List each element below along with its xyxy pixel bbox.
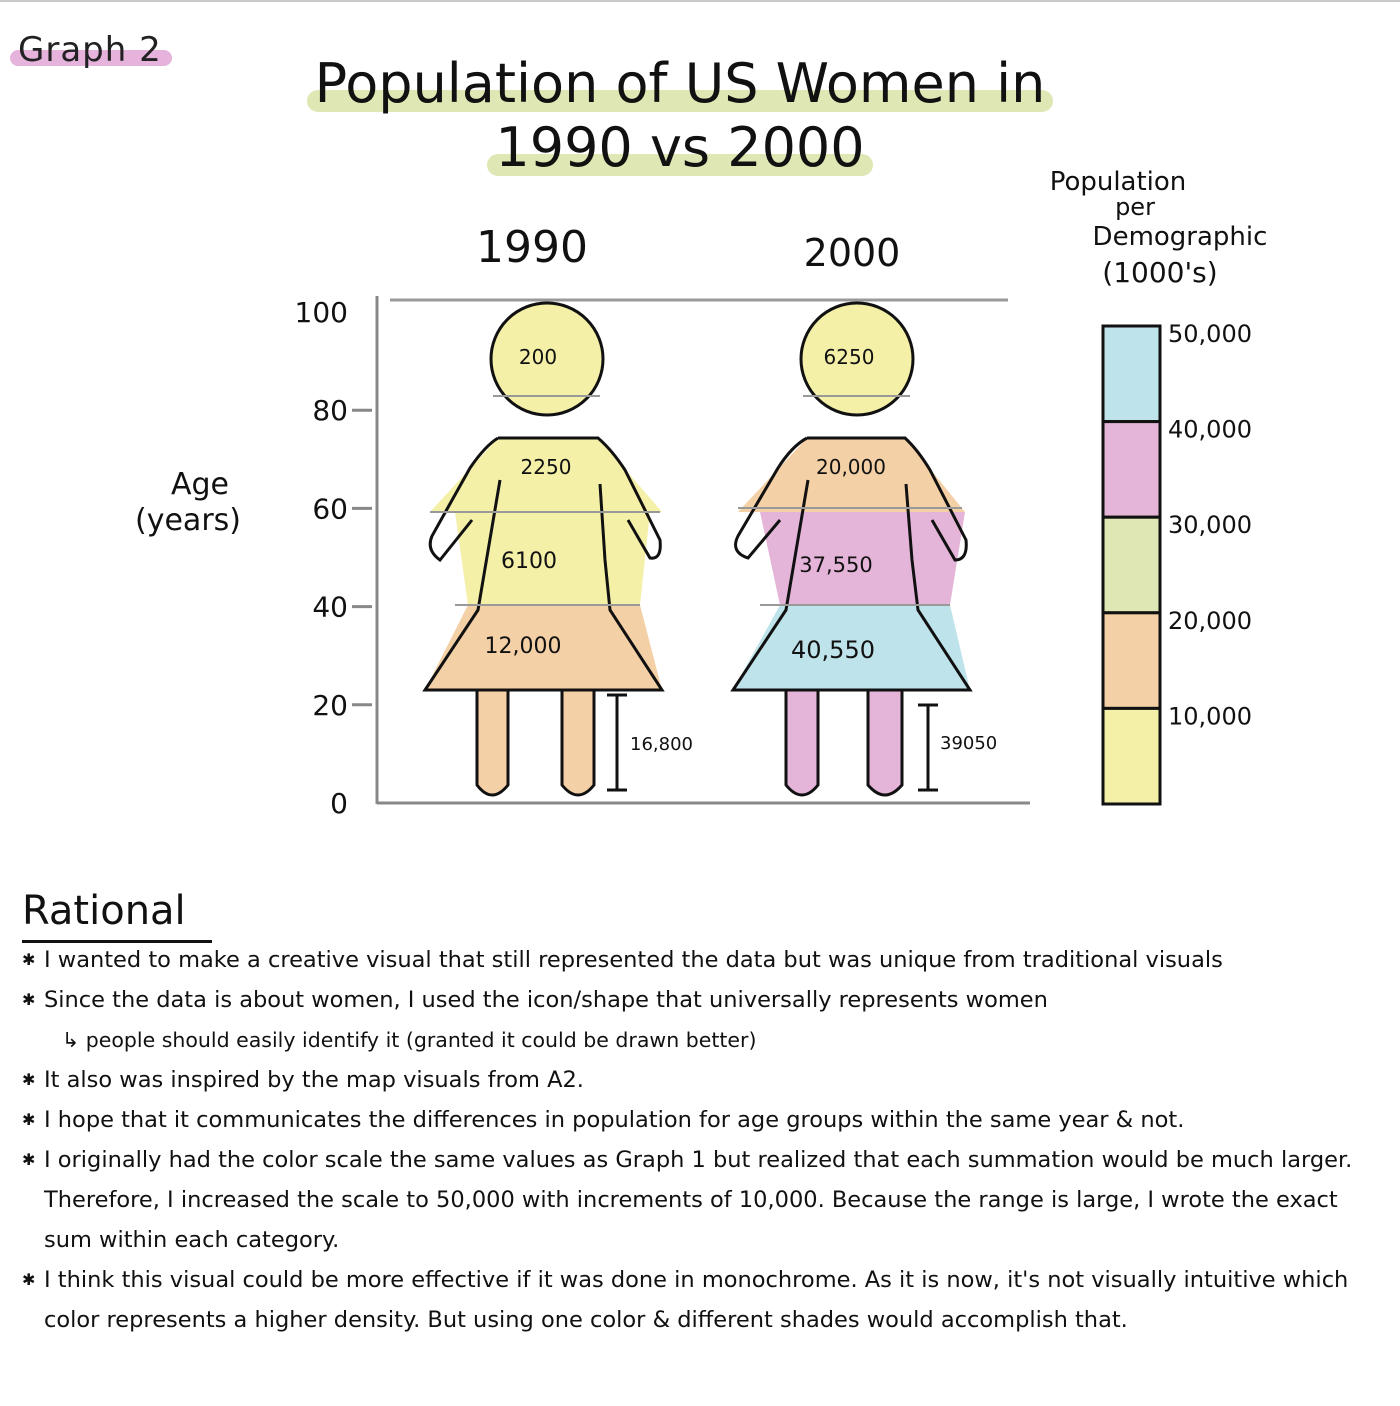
y-tick-label: 20: [312, 688, 348, 722]
title-line-2: 1990 vs 2000: [495, 116, 865, 179]
legend-value: 20,000: [1168, 606, 1252, 635]
rational-note-text: I think this visual could be more effective if it was done in monochrome. As it is now, it's not visually intuitive which color represents a higher density. But using one color & different shades would accomplish that.: [44, 1267, 1349, 1333]
rational-note: [26, 1100, 1376, 1140]
rational-note-text: I originally had the color scale the same values as Graph 1 but realized that each summation would be much larger. Therefore, I increased the scale to 50,000 with increments of 10,000. Because the range is large, I wrote the exact sum within each category.: [44, 1147, 1353, 1253]
rational-note: [26, 1060, 1376, 1100]
legend-value: 10,000: [1168, 702, 1252, 731]
y-axis-label-line-1: Age: [170, 467, 230, 502]
rational-note: [26, 940, 1376, 980]
legend-title-line: per: [1115, 193, 1155, 221]
legend-title-line: Demographic: [1092, 222, 1268, 252]
fig1990-leg-left-0-20: [477, 690, 508, 795]
figure-1990: [425, 222, 693, 795]
legend-swatch: [1103, 613, 1160, 709]
fig1990-leg-right-0-20: [562, 690, 594, 795]
rational-note: [26, 1260, 1376, 1340]
legend-swatch: [1103, 708, 1160, 804]
legend-swatch: [1103, 517, 1160, 613]
rational-notes: [26, 940, 1376, 1340]
fig2000-label-40-60: 37,550: [799, 553, 873, 577]
year-label-1990: 1990: [476, 222, 588, 273]
legend-value: 50,000: [1168, 320, 1252, 348]
color-legend: [1103, 320, 1252, 804]
y-tick-label: 0: [330, 787, 348, 820]
y-tick-label: 80: [312, 394, 348, 428]
legend-title-line: Population: [1049, 167, 1187, 197]
fig1990-label-60-80: 2250: [520, 455, 572, 479]
fig1990-label-20-40: 12,000: [484, 634, 562, 659]
year-label-2000: 2000: [803, 231, 901, 275]
y-tick-label: 40: [312, 590, 348, 624]
fig2000-label-60-80: 20,000: [816, 455, 886, 479]
fig1990-label-40-60: 6100: [501, 549, 557, 574]
fig1990-label-80-100: 200: [518, 345, 558, 369]
y-tick-label: 100: [294, 296, 348, 329]
legend-swatch: [1103, 422, 1160, 518]
rational-note-text: I wanted to make a creative visual that still represented the data but was unique from traditional visuals: [44, 947, 1223, 973]
y-axis-label-line-2: (years): [135, 503, 241, 538]
rational-note-sub: ↳ people should easily identify it (granted it could be drawn better): [62, 1028, 757, 1052]
graph-tag: Graph 2: [18, 30, 162, 70]
legend-title-line: (1000's): [1102, 256, 1218, 289]
rational-note-text: It also was inspired by the map visuals from A2.: [44, 1067, 584, 1093]
fig2000-leg-right-0-20: [868, 690, 902, 795]
fig1990-label-0-20: 16,800: [630, 734, 693, 755]
legend-value: 30,000: [1168, 511, 1252, 540]
rational-note-text: Since the data is about women, I used the icon/shape that universally represents women: [44, 987, 1048, 1013]
rational-note: [26, 980, 1376, 1020]
fig2000-label-0-20: 39050: [940, 733, 998, 754]
legend-value: 40,000: [1168, 415, 1252, 444]
fig2000-label-80-100: 6250: [823, 345, 875, 369]
legend-swatch: [1103, 326, 1160, 422]
y-tick-label: 60: [312, 492, 348, 526]
legend-title: [1050, 167, 1268, 289]
rational-heading: Rational: [22, 888, 212, 943]
title-line-1: Population of US Women in: [314, 52, 1046, 115]
fig2000-leg-left-0-20: [786, 690, 818, 795]
y-ticks: [295, 296, 372, 820]
fig2000-label-20-40: 40,550: [791, 636, 875, 664]
rational-note: [26, 1140, 1376, 1260]
figure-2000: [733, 231, 997, 795]
rational-note-text: I hope that it communicates the differences in population for age groups within the same year & not.: [44, 1107, 1185, 1133]
